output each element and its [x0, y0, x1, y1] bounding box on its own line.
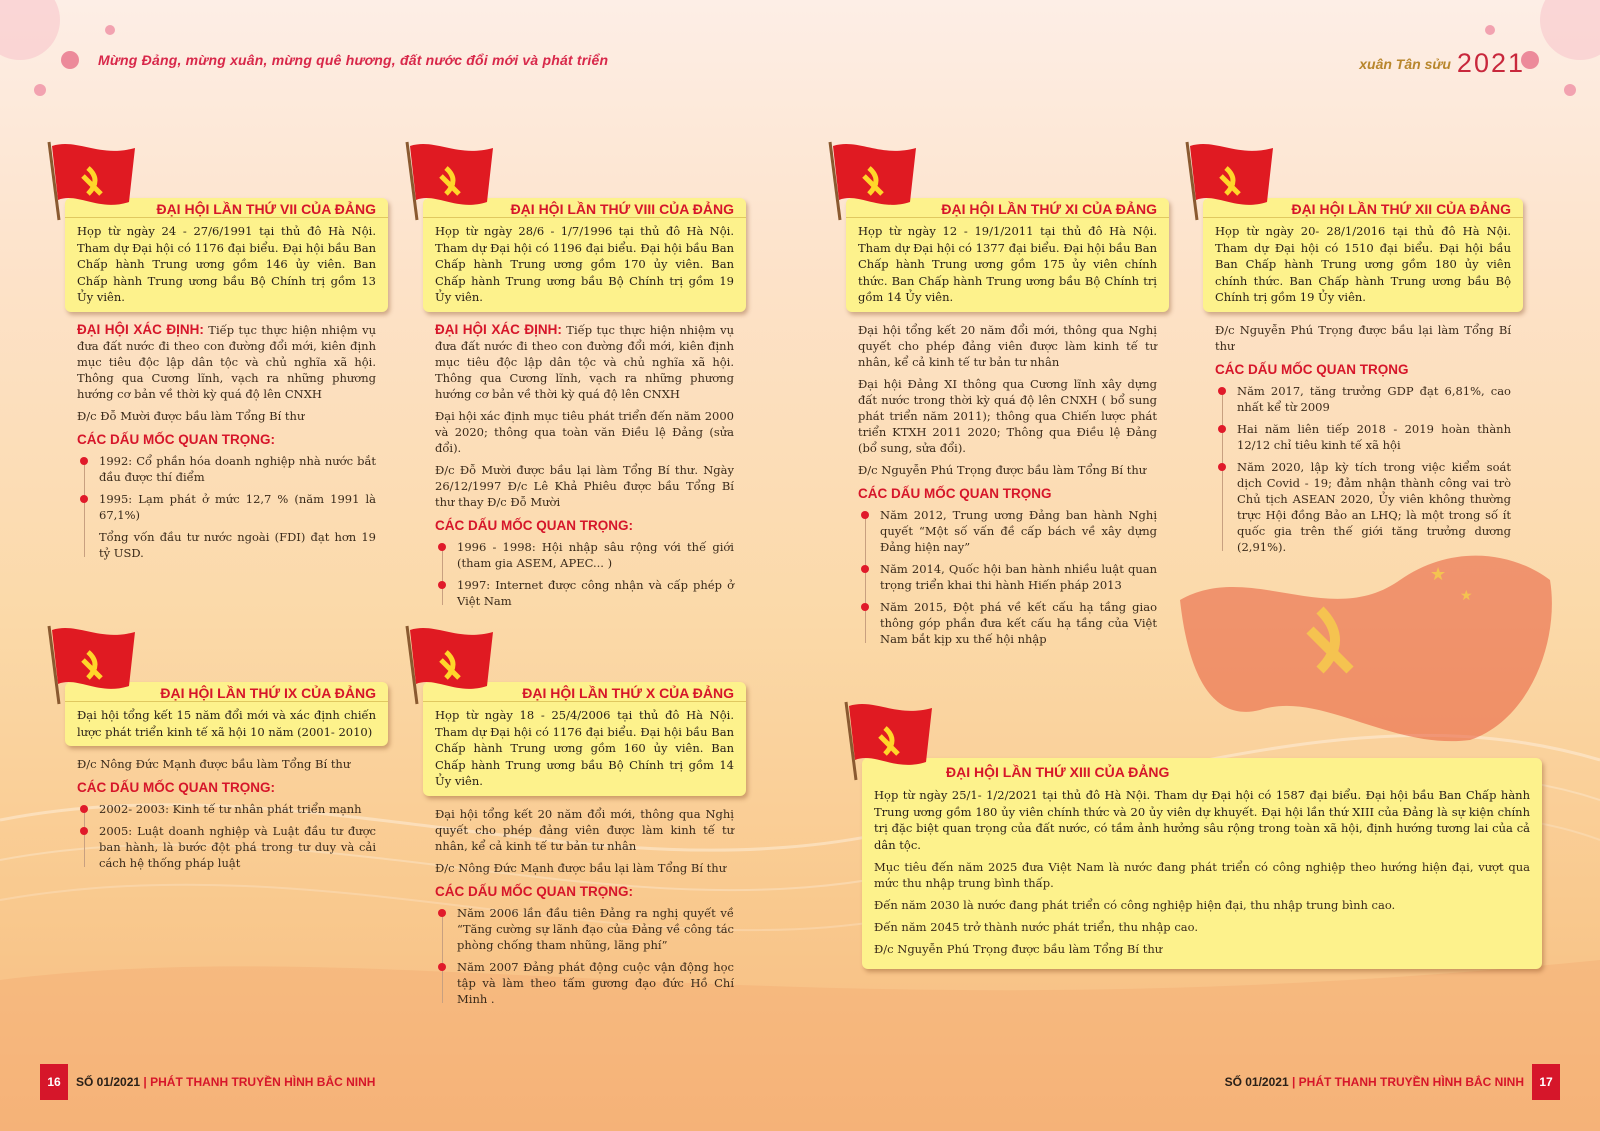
congress-11-milestones-title: CÁC DẤU MỐC QUAN TRỌNG: [858, 485, 1052, 501]
milestone-item: Tổng vốn đầu tư nước ngoài (FDI) đạt hơn 19 tỷ USD.: [99, 529, 376, 560]
milestone-item: Năm 2020, lập kỳ tích trong việc kiểm soát dịch Covid - 19; đảm nhận thành công vai trò Chủ tịch ASEAN 2020, Ủy viên không thường trực Hội đồng Bảo an LHQ; là một trong số ít quốc gia trên thế giới tăng trưởng dương (2,91%).: [1237, 459, 1511, 555]
milestone-item: 2002- 2003: Kinh tế tư nhân phát triển mạnh: [99, 801, 376, 817]
congress-11-milestones: [858, 507, 1157, 647]
milestone-item: Năm 2015, Đột phá về kết cấu hạ tầng giao thông góp phần đưa kết cấu hạ tầng của Việt Nam bắt kịp xu thế hội nhập: [880, 599, 1157, 647]
congress-9-p1: Đ/c Nông Đức Mạnh được bầu làm Tổng Bí thư: [77, 757, 351, 771]
congress-8-intro: Họp từ ngày 28/6 - 1/7/1996 tại thủ đô Hà Nội. Tham dự Đại hội có 1196 đại biểu. Đại hội bầu Ban Chấp hành Trung ương gồm 170 ủy viên. Ban Chấp hành Trung ương bầu Bộ Chính trị gồm 19 Ủy viên.: [435, 224, 734, 304]
milestone-item: Năm 2006 lần đầu tiên Đảng ra nghị quyết về “Tăng cường sự lãnh đạo của Đảng về công tác phòng chống tham nhũng, lãng phí”: [457, 905, 734, 953]
congress-7-card: [65, 198, 388, 567]
party-flag-icon: [824, 140, 920, 222]
milestone-item: Năm 2014, Quốc hội ban hành nhiều luật quan trọng triển khai thi hành Hiến pháp 2013: [880, 561, 1157, 593]
congress-7-intro: Họp từ ngày 24 - 27/6/1991 tại thủ đô Hà Nội. Tham dự Đại hội có 1176 đại biểu. Đại hội bầu Ban Chấp hành Trung ương gồm 146 ủy viên. Ban Chấp hành Trung ương bầu Bộ Chính trị gồm 13 Ủy viên.: [77, 224, 376, 304]
page-number-right: 17: [1532, 1064, 1560, 1100]
congress-10-milestones-title: CÁC DẤU MỐC QUAN TRỌNG:: [435, 883, 633, 899]
congress-7-title: ĐẠI HỘI LẦN THỨ VII CỦA ĐẢNG: [65, 198, 388, 218]
congress-12-title: ĐẠI HỘI LẦN THỨ XII CỦA ĐẢNG: [1203, 198, 1523, 218]
congress-10-card: [423, 682, 746, 1013]
svg-text:★: ★: [1460, 588, 1473, 604]
congress-12-card: [1203, 198, 1523, 561]
footer-right: [1217, 1064, 1560, 1100]
milestone-item: 1996 - 1998: Hội nhập sâu rộng với thế giới (tham gia ASEM, APEC... ): [457, 539, 734, 571]
milestone-item: Năm 2017, tăng trưởng GDP đạt 6,81%, cao nhất kể từ 2009: [1237, 383, 1511, 415]
milestone-item: 1992: Cổ phần hóa doanh nghiệp nhà nước bắt đầu được thí điểm: [99, 453, 376, 485]
congress-13-p3: Đến năm 2045 trở thành nước phát triển, thu nhập cao.: [874, 920, 1198, 934]
milestone-item: Hai năm liên tiếp 2018 - 2019 hoàn thành 12/12 chỉ tiêu kinh tế xã hội: [1237, 421, 1511, 453]
congress-10-title: ĐẠI HỘI LẦN THỨ X CỦA ĐẢNG: [423, 682, 746, 702]
party-flag-icon: [840, 700, 936, 782]
milestone-item: 1997: Internet được công nhận và cấp phép ở Việt Nam: [457, 577, 734, 609]
congress-7-milestones-title: CÁC DẤU MỐC QUAN TRỌNG:: [77, 431, 275, 447]
congress-8-xd-text: Tiếp tục thực hiện nhiệm vụ đưa đất nước đi theo con đường đổi mới, kiên định mục tiêu độc lập dân tộc và chủ nghĩa xã hội. Thông qua Cương lĩnh, vạch ra những phương hướng cơ bản về thời kỳ quá độ lên CNXH: [435, 322, 734, 401]
header-slogan: Mừng Đảng, mừng xuân, mừng quê hương, đất nước đổi mới và phát triển: [98, 52, 609, 68]
congress-13-p4: Đ/c Nguyễn Phú Trọng được bầu làm Tổng Bí thư: [874, 942, 1163, 956]
congress-7-milestones: [77, 453, 376, 561]
footer-issue-left: SỐ 01/2021: [76, 1075, 141, 1089]
header-year: 2021: [1456, 48, 1525, 78]
footer-sep-right: |: [1291, 1075, 1296, 1089]
party-flag-icon: [401, 624, 497, 706]
svg-text:★: ★: [1430, 564, 1447, 585]
congress-12-intro: Họp từ ngày 20- 28/1/2016 tại thủ đô Hà Nội. Tham dự Đại hội có 1510 đại biểu. Đại hội bầu Ban Chấp hành Trung ương gồm 180 ủy viên chính thức. Ban Chấp hành Trung ương bầu Bộ Chính trị gồm 19 Ủy viên.: [1215, 224, 1511, 304]
congress-8-title: ĐẠI HỘI LẦN THỨ VIII CỦA ĐẢNG: [423, 198, 746, 218]
congress-13-card: [862, 758, 1542, 969]
party-flag-dove-decoration: [1170, 540, 1570, 750]
congress-8-card: [423, 198, 746, 615]
congress-12-milestones: [1215, 383, 1511, 555]
congress-9-milestones: [77, 801, 376, 871]
footer-issue-right: SỐ 01/2021: [1224, 1075, 1289, 1089]
congress-10-intro: Họp từ ngày 18 - 25/4/2006 tại thủ đô Hà Nội. Tham dự Đại hội có 1176 đại biểu. Đại hội bầu Ban Chấp hành Trung ương gồm 160 ủy viên. Ban Chấp hành Trung ương bầu Bộ Chính trị gồm 14 Ủy viên.: [435, 708, 734, 788]
congress-11-p2: Đại hội Đảng XI thông qua Cương lĩnh xây dựng đất nước trong thời kỳ quá độ lên CNXH ( bổ sung phát triển năm 2011); thông qua Chiến lược phát triển KTXH 2011 2020; Thông qua Điều lệ Đảng (bổ sung, sửa đổi).: [858, 376, 1157, 455]
congress-8-p1: Đại hội xác định mục tiêu phát triển đến năm 2000 và 2020; thông qua toàn văn Điều lệ Đảng (sửa đổi).: [435, 408, 734, 455]
congress-13-box: [862, 758, 1542, 969]
congress-9-card: [65, 682, 388, 877]
congress-7-xd-text: Tiếp tục thực hiện nhiệm vụ đưa đất nước đi theo con đường đổi mới, kiên định mục tiêu độc lập dân tộc và chủ nghĩa xã hội. Thông qua Cương lĩnh, vạch ra những phương hướng cơ bản về thời kỳ quá độ lên CNXH: [77, 322, 376, 401]
congress-11-intro: Họp từ ngày 12 - 19/1/2011 tại thủ đô Hà Nội. Tham dự Đại hội có 1377 đại biểu. Đại hội bầu Ban Chấp hành Trung ương gồm 175 ủy viên chính thức. Ban Chấp hành Trung ương bầu Bộ Chính trị gồm 14 Ủy viên.: [858, 224, 1157, 304]
footer-left: [40, 1064, 383, 1100]
header-year-block: [1359, 48, 1525, 79]
milestone-item: 1995: Lạm phát ở mức 12,7 % (năm 1991 là 67,1%): [99, 491, 376, 523]
milestone-item: 2005: Luật doanh nghiệp và Luật đầu tư được ban hành, là bước đột phá trong tư duy và cải cách hệ thống pháp luật: [99, 823, 376, 871]
congress-7-xd-label: ĐẠI HỘI XÁC ĐỊNH:: [77, 321, 204, 337]
footer-pub-left: PHÁT THANH TRUYỀN HÌNH BẮC NINH: [150, 1075, 376, 1089]
congress-13-p1: Mục tiêu đến năm 2025 đưa Việt Nam là nước đang phát triển có công nghiệp theo hướng hiện đại, vượt qua mức thu nhập trung bình thấp.: [874, 860, 1530, 890]
congress-8-milestones-title: CÁC DẤU MỐC QUAN TRỌNG:: [435, 517, 633, 533]
congress-12-milestones-title: CÁC DẤU MỐC QUAN TRỌNG: [1215, 361, 1409, 377]
header-xuan-tan-suu: xuân Tân sửu: [1359, 55, 1451, 72]
congress-8-xd-label: ĐẠI HỘI XÁC ĐỊNH:: [435, 321, 562, 337]
party-flag-icon: [43, 624, 139, 706]
page-number-left: 16: [40, 1064, 68, 1100]
milestone-item: Năm 2012, Trung ương Đảng ban hành Nghị quyết “Một số vấn đề cấp bách về xây dựng Đảng hiện nay”: [880, 507, 1157, 555]
congress-10-p1: Đại hội tổng kết 20 năm đổi mới, thông qua Nghị quyết cho phép đảng viên được làm kinh tế tư nhân, kể cả kinh tế tư bản tư nhân: [435, 806, 734, 853]
congress-7-p1: Đ/c Đỗ Mười được bầu làm Tổng Bí thư: [77, 408, 305, 423]
congress-10-milestones: [435, 905, 734, 1007]
congress-11-card: [846, 198, 1169, 653]
congress-9-intro: Đại hội tổng kết 15 năm đổi mới và xác định chiến lược phát triển kinh tế xã hội 10 năm (2001- 2010): [77, 708, 376, 739]
congress-11-p1: Đại hội tổng kết 20 năm đổi mới, thông qua Nghị quyết cho phép đảng viên được làm kinh tế tư nhân, kể cả kinh tế tư bản tư nhân: [858, 322, 1157, 369]
party-flag-icon: [401, 140, 497, 222]
congress-13-intro: Họp từ ngày 25/1- 1/2/2021 tại thủ đô Hà Nội. Tham dự Đại hội có 1587 đại biểu. Đại hội bầu Ban Chấp hành Trung ương gồm 180 ủy viên chính thức và 20 ủy viên dự khuyết. Đại hội lần thứ XIII của Đảng là sự kiện chính trị đặc biệt quan trọng của đất nước, có tầm ảnh hưởng sâu rộng trong toàn xã hội, định hướng tương lai của cả dân tộc.: [874, 788, 1530, 852]
milestone-item: Năm 2007 Đảng phát động cuộc vận động học tập và làm theo tấm gương đạo đức Hồ Chí Minh .: [457, 959, 734, 1007]
congress-9-milestones-title: CÁC DẤU MỐC QUAN TRỌNG:: [77, 780, 275, 795]
footer-sep-left: |: [143, 1075, 147, 1089]
congress-13-p2: Đến năm 2030 là nước đang phát triển có công nghiệp hiện đại, thu nhập trung bình cao.: [874, 898, 1396, 912]
congress-13-title: ĐẠI HỘI LẦN THỨ XIII CỦA ĐẢNG: [946, 764, 1170, 780]
congress-11-title: ĐẠI HỘI LẦN THỨ XI CỦA ĐẢNG: [846, 198, 1169, 218]
congress-8-milestones: [435, 539, 734, 609]
congress-11-p3: Đ/c Nguyễn Phú Trọng được bầu làm Tổng Bí thư: [858, 462, 1147, 477]
party-flag-icon: [43, 140, 139, 222]
congress-12-p1: Đ/c Nguyễn Phú Trọng được bầu lại làm Tổng Bí thư: [1215, 322, 1511, 353]
congress-8-p2: Đ/c Đỗ Mười được bầu lại làm Tổng Bí thư. Ngày 26/12/1997 Đ/c Lê Khả Phiêu được bầu Tổng Bí thư thay Đ/c Đỗ Mười: [435, 462, 734, 509]
congress-10-p2: Đ/c Nông Đức Mạnh được bầu lại làm Tổng Bí thư: [435, 860, 727, 875]
footer-pub-right: PHÁT THANH TRUYỀN HÌNH BẮC NINH: [1298, 1075, 1524, 1089]
congress-9-title: ĐẠI HỘI LẦN THỨ IX CỦA ĐẢNG: [65, 682, 388, 702]
party-flag-icon: [1181, 140, 1277, 222]
